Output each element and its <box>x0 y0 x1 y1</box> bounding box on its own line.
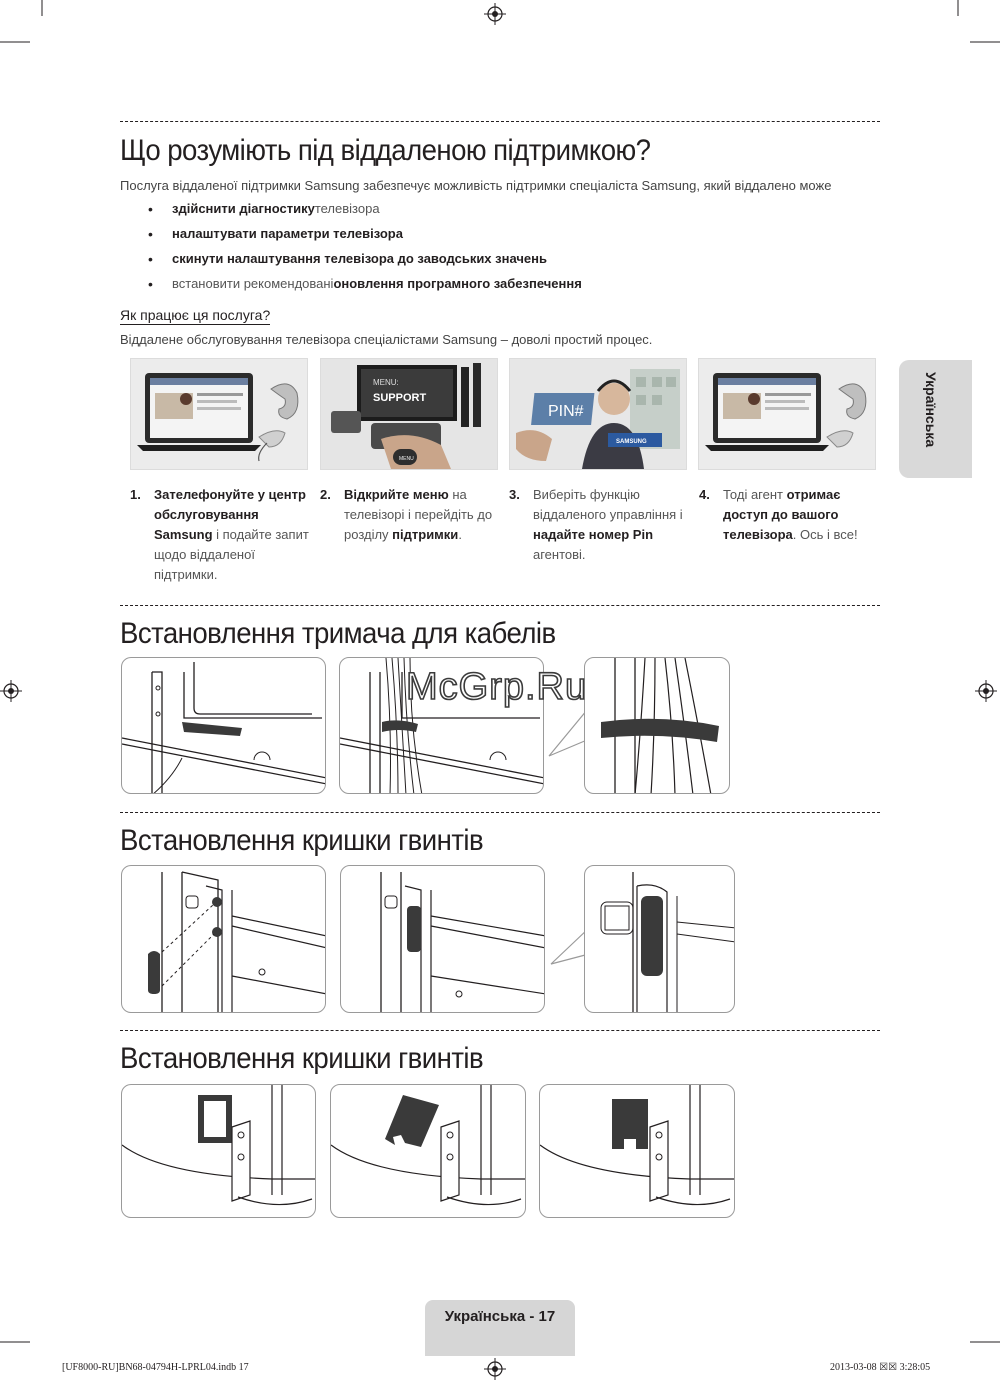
step4-photo <box>698 358 876 470</box>
screw-cover-step2 <box>340 865 545 1013</box>
svg-text:SAMSUNG: SAMSUNG <box>616 439 647 445</box>
language-side-tab: Українська <box>899 360 972 478</box>
step3-photo <box>509 358 687 470</box>
page-number-tab: Українська - 17 <box>425 1300 575 1356</box>
step-2: 2. Відкрийте меню на телевізорі і перейдіть до розділу підтримки. <box>320 487 493 542</box>
list-item: • налаштувати параметри телевізора <box>148 225 403 242</box>
cable-holder-title: Встановлення тримача для кабелів <box>120 617 556 650</box>
section-divider <box>120 121 880 122</box>
screw-cover-detail <box>584 865 735 1013</box>
how-it-works-heading: Як працює ця послуга? <box>120 307 271 323</box>
screw-cover-title-2: Встановлення кришки гвинтів <box>120 1042 484 1075</box>
list-item: • здійснити діагностику телевізора <box>148 200 380 217</box>
bottom-cover-step2 <box>330 1084 526 1218</box>
bottom-cover-step3 <box>539 1084 735 1218</box>
step1-photo <box>130 358 308 470</box>
svg-text:MENU: MENU <box>399 456 414 462</box>
how-it-works-text: Віддалене обслуговування телевізора спеціалістами Samsung – доволі простий процес. <box>120 332 653 347</box>
step2-photo <box>320 358 498 470</box>
remote-support-title: Що розуміють під віддаленою підтримкою? <box>120 134 651 167</box>
watermark: McGrp.Ru <box>406 666 588 708</box>
screw-cover-step1 <box>121 865 326 1013</box>
footer-timestamp: 2013-03-08 ☒☒ 3:28:05 <box>830 1362 931 1373</box>
step-4: 4. Тоді агент отримає доступ до вашого телевізора. Ось і все! <box>699 487 858 542</box>
capabilities-list <box>148 196 582 296</box>
step-1: 1. Зателефонуйте у центр обслуговування Samsung і подайте запит щодо віддаленої підтримки. <box>130 487 309 582</box>
section-divider <box>120 1030 880 1031</box>
cable-holder-detail <box>584 657 730 794</box>
list-item: • скинути налаштування телевізора до заводських значень <box>148 250 547 267</box>
step-3: 3. Виберіть функцію віддаленого управління і надайте номер Pin агентові. <box>509 487 683 562</box>
section-divider <box>120 605 880 606</box>
list-item: • встановити рекомендовані оновлення програмного забезпечення <box>148 275 582 292</box>
footer-file-info: [UF8000-RU]BN68-04794H-LPRL04.indb 17 <box>62 1362 249 1373</box>
bottom-cover-step1 <box>121 1084 316 1218</box>
section-divider <box>120 812 880 813</box>
cable-holder-step1 <box>121 657 326 794</box>
remote-support-intro: Послуга віддаленої підтримки Samsung забезпечує можливість підтримки спеціаліста Samsung, який віддалено може <box>120 178 832 193</box>
support-label: SUPPORT <box>373 392 427 404</box>
screw-cover-title: Встановлення кришки гвинтів <box>120 824 484 857</box>
menu-label: MENU: <box>373 378 399 387</box>
pin-label: PIN# <box>548 403 584 420</box>
